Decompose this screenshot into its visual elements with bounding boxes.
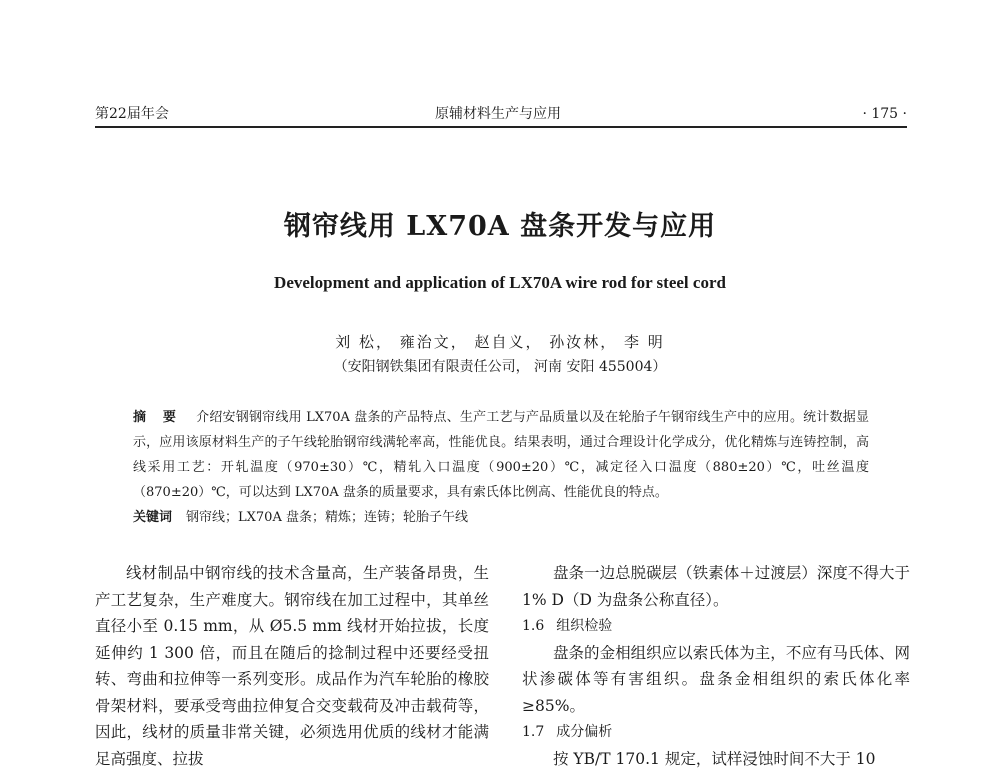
keywords-text: 钢帘线；LX70A 盘条；精炼；连铸；轮胎子午线 bbox=[186, 510, 468, 525]
abstract bbox=[133, 405, 869, 505]
section-heading-1-7 bbox=[522, 719, 910, 746]
body-paragraph: 线材制品中钢帘线的技术含量高，生产装备昂贵，生产工艺复杂，生产难度大。钢帘线在加工过程中，其单丝直径小至 0.15 mm，从 Ø5.5 mm 线材开始拉拔，长度延伸约 1 300 倍，而且在随后的捻制过程中还要经受扭转、弯曲和拉伸等一系列变形。成品作为汽车轮胎的橡胶骨架材料，要承受弯曲拉伸复合交变载荷及冲击载荷等，因此，线材的质量非常关键，必须选用优质的线材才能满足高强度、拉拔 bbox=[95, 560, 489, 772]
paper-title-english: Development and application of LX70A wire rod for steel cord bbox=[0, 273, 1000, 293]
body-paragraph: 盘条的金相组织应以索氏体为主，不应有马氏体、网状渗碳体等有害组织。盘条金相组织的索氏体化率≥85%。 bbox=[522, 640, 910, 720]
body-column-left bbox=[95, 560, 489, 772]
paper-title-chinese: 钢帘线用 LX70A 盘条开发与应用 bbox=[0, 204, 1000, 243]
section-title: 组织检验 bbox=[556, 618, 612, 634]
section-number: 1.6 bbox=[522, 618, 544, 634]
section-heading-1-6 bbox=[522, 613, 910, 640]
author-list: 刘 松， 雍治文， 赵自义， 孙汝林， 李 明 bbox=[0, 331, 1000, 352]
section-number: 1.7 bbox=[522, 724, 544, 740]
body-column-right bbox=[522, 560, 910, 772]
header-rule bbox=[95, 126, 907, 128]
section-title: 成分偏析 bbox=[556, 724, 612, 740]
body-paragraph: 按 YB/T 170.1 规定，试样浸蚀时间不大于 10 bbox=[522, 746, 910, 772]
abstract-label: 摘 要 bbox=[133, 410, 182, 425]
body-paragraph: 盘条一边总脱碳层（铁素体＋过渡层）深度不得大于 1% D（D 为盘条公称直径）。 bbox=[522, 560, 910, 613]
keywords bbox=[133, 505, 468, 530]
abstract-text: 介绍安钢钢帘线用 LX70A 盘条的产品特点、生产工艺与产品质量以及在轮胎子午钢帘线生产中的应用。统计数据显示，应用该原材料生产的子午线轮胎钢帘线满轮率高，性能优良。结果表明，通过合理设计化学成分，优化精炼与连铸控制，高线采用工艺：开轧温度（970±30）℃，精轧入口温度（900±20）℃，减定径入口温度（880±20）℃，吐丝温度（870±20）℃，可以达到 LX70A 盘条的质量要求，具有索氏体比例高、性能优良的特点。 bbox=[133, 410, 869, 500]
running-header bbox=[95, 100, 907, 126]
affiliation: （安阳钢铁集团有限责任公司， 河南 安阳 455004） bbox=[0, 356, 1000, 376]
header-section: 原辅材料生产与应用 bbox=[435, 106, 561, 122]
header-page-number: · 175 · bbox=[862, 106, 907, 122]
keywords-label: 关键词 bbox=[133, 510, 172, 525]
header-conference: 第22届年会 bbox=[95, 106, 169, 122]
